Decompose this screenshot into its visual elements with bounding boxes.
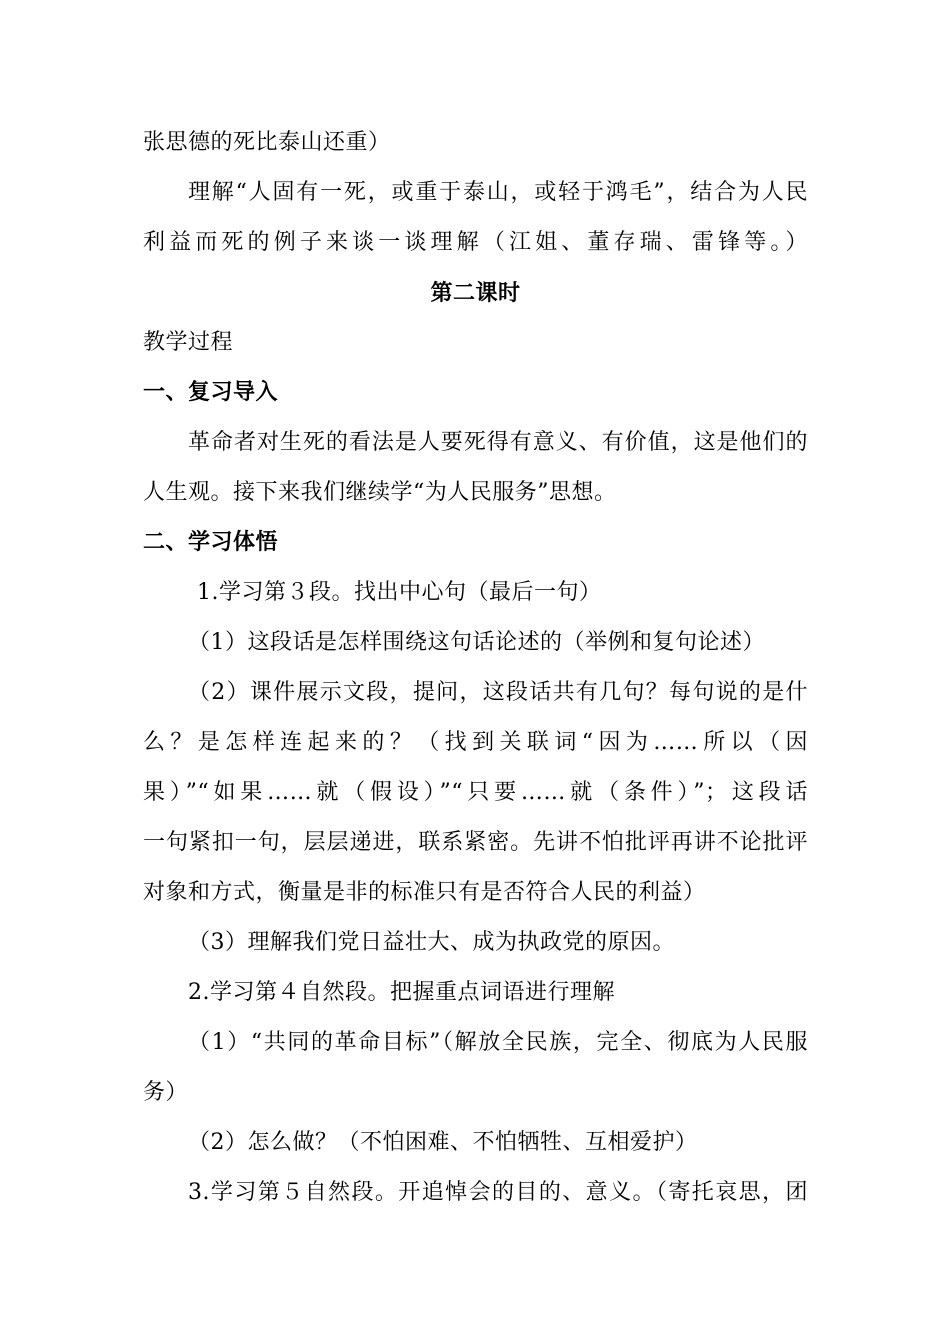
list-item: （3）理解我们党日益壮大、成为执政党的原因。 — [188, 930, 675, 955]
paragraph-line: 利益而死的例子来谈一谈理解（江姐、董存瑞、雷锋等。） — [143, 230, 808, 255]
paragraph-line: 理解“人固有一死，或重于泰山，或轻于鸿毛”，结合为人民 — [188, 180, 808, 205]
paragraph-line: 革命者对生死的看法是人要死得有意义、有价值，这是他们的 — [188, 430, 808, 455]
section-title: 第二课时 — [430, 281, 521, 306]
list-item: 1.学习第３段。找出中心句（最后一句） — [197, 580, 602, 605]
list-item: （2）怎么做？（不怕困难、不怕牺牲、互相爱护） — [188, 1130, 698, 1155]
list-item: （2）课件展示文段，提问，这段话共有几句？每句说的是什 — [188, 680, 808, 705]
list-item: 3.学习第５自然段。开追悼会的目的、意义。（寄托哀思，团 — [188, 1180, 808, 1205]
heading-teaching-process: 教学过程 — [143, 330, 234, 355]
paragraph-line: 果）”“如果……就（假设）”“只要……就（条件）”；这段话 — [143, 780, 808, 805]
paragraph-line: 一句紧扣一句，层层递进，联系紧密。先讲不怕批评再讲不论批评 — [143, 830, 808, 855]
paragraph-line: 张思德的死比泰山还重） — [143, 130, 391, 155]
list-item: （1）“共同的革命目标”（解放全民族，完全、彻底为人民服 — [188, 1030, 808, 1055]
paragraph-line: 么？是怎样连起来的？（找到关联词“因为……所以（因 — [143, 730, 808, 755]
paragraph-line: 务） — [143, 1080, 189, 1105]
list-item: 2.学习第４自然段。把握重点词语进行理解 — [188, 980, 615, 1005]
paragraph-line: 对象和方式，衡量是非的标准只有是否符合人民的利益） — [143, 880, 706, 905]
list-item: （1）这段话是怎样围绕这句话论述的（举例和复句论述） — [188, 630, 765, 655]
heading-study: 二、学习体悟 — [143, 530, 279, 555]
paragraph-line: 人生观。接下来我们继续学“为人民服务”思想。 — [143, 480, 617, 505]
heading-review: 一、复习导入 — [143, 380, 279, 405]
